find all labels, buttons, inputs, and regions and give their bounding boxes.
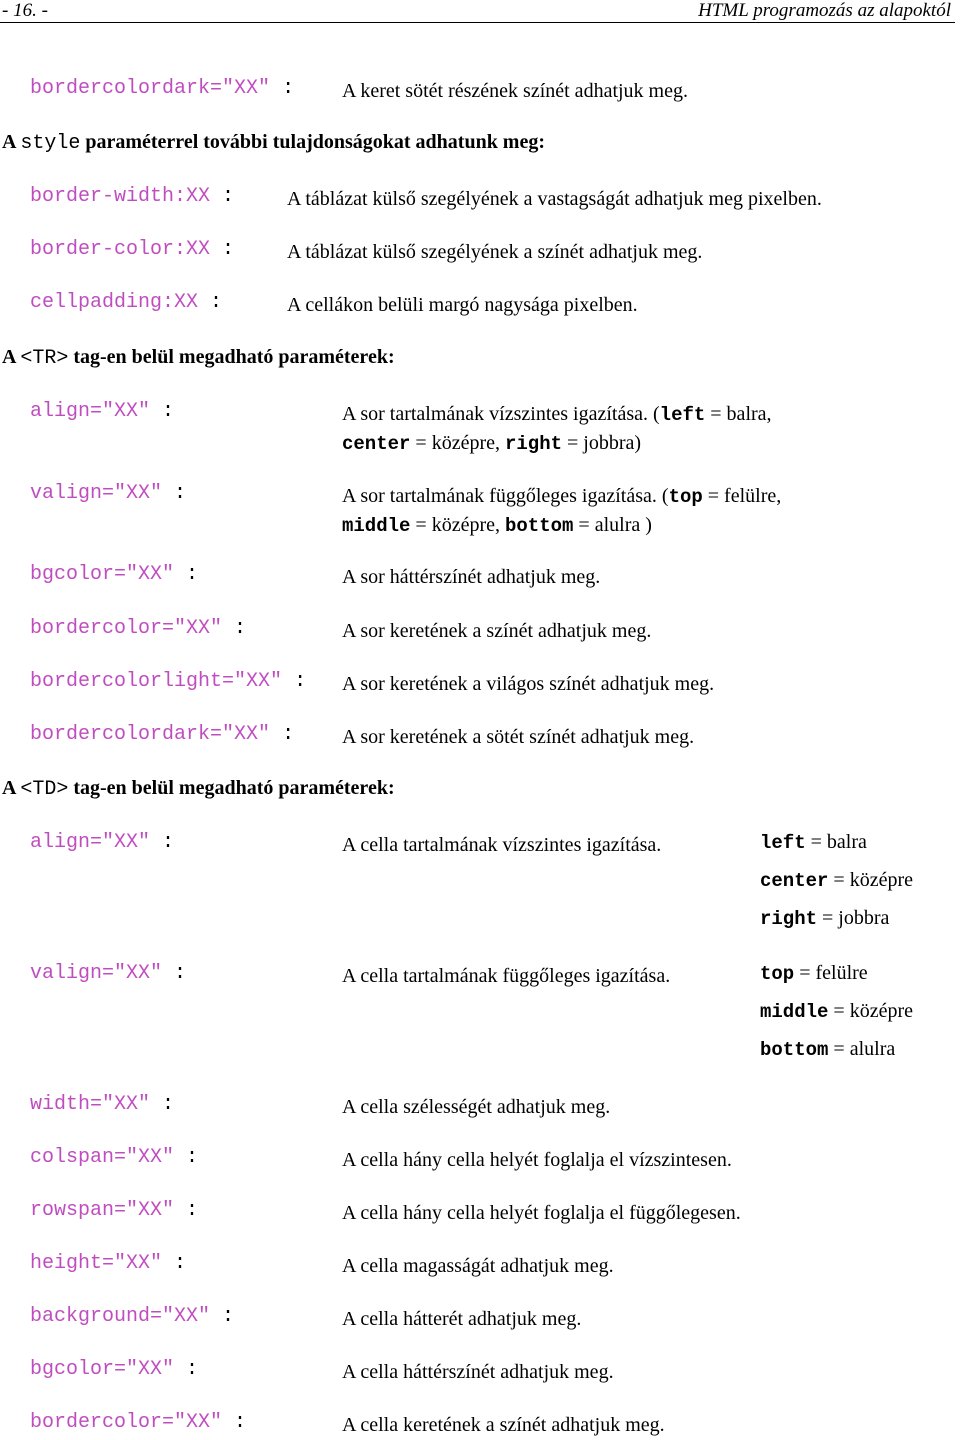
param-key: bordercolorlight="XX" : bbox=[30, 670, 307, 693]
option-value: right = jobbra bbox=[760, 907, 890, 930]
param-desc: A táblázat külső szegélyének a vastagságát adhatjuk meg pixelben. bbox=[287, 188, 822, 210]
option-value: middle = középre bbox=[760, 1000, 913, 1023]
param-key: border-color:XX : bbox=[30, 238, 235, 261]
param-key: bordercolordark="XX" : bbox=[30, 723, 295, 746]
param-key: bordercolor="XX" : bbox=[30, 1411, 247, 1434]
param-key: colspan="XX" : bbox=[30, 1146, 199, 1169]
param-key: border-width:XX : bbox=[30, 185, 235, 208]
page-header bbox=[0, 0, 955, 23]
section-heading-tr: A <TR> tag-en belül megadható paraméterek: bbox=[2, 346, 395, 370]
param-key: bordercolor="XX" : bbox=[30, 617, 247, 640]
param-desc: A cella hány cella helyét foglalja el függőlegesen. bbox=[342, 1202, 741, 1224]
param-desc: A cella magasságát adhatjuk meg. bbox=[342, 1255, 614, 1277]
param-desc: A cella szélességét adhatjuk meg. bbox=[342, 1096, 611, 1118]
param-desc: A cella háttérszínét adhatjuk meg. bbox=[342, 1361, 614, 1383]
param-key: bgcolor="XX" : bbox=[30, 563, 199, 586]
param-key: align="XX" : bbox=[30, 400, 175, 423]
param-key: valign="XX" : bbox=[30, 482, 187, 505]
param-key: cellpadding:XX : bbox=[30, 291, 223, 314]
option-value: left = balra bbox=[760, 831, 867, 854]
option-value: top = felülre bbox=[760, 962, 868, 985]
running-title: HTML programozás az alapoktól bbox=[698, 0, 951, 21]
param-desc: A cella keretének a színét adhatjuk meg. bbox=[342, 1414, 665, 1436]
param-desc: A sor tartalmának függőleges igazítása. (top = felülre, middle = középre, bottom = alulra ) bbox=[342, 485, 782, 537]
param-key: bgcolor="XX" : bbox=[30, 1358, 199, 1381]
param-desc: A sor keretének a színét adhatjuk meg. bbox=[342, 620, 652, 642]
param-desc: A cella tartalmának vízszintes igazítása. bbox=[342, 834, 662, 856]
page-number: - 16. - bbox=[2, 0, 48, 21]
param-desc: A cellákon belüli margó nagysága pixelben. bbox=[287, 294, 638, 316]
param-desc: A cella hány cella helyét foglalja el vízszintesen. bbox=[342, 1149, 732, 1171]
param-desc: A sor háttérszínét adhatjuk meg. bbox=[342, 566, 601, 588]
option-value: center = középre bbox=[760, 869, 913, 892]
section-heading-style: A style paraméterrel további tulajdonságokat adhatunk meg: bbox=[2, 131, 546, 155]
param-desc: A táblázat külső szegélyének a színét adhatjuk meg. bbox=[287, 241, 703, 263]
param-key: rowspan="XX" : bbox=[30, 1199, 199, 1222]
param-desc: A sor keretének a sötét színét adhatjuk meg. bbox=[342, 726, 695, 748]
param-desc: A cella hátterét adhatjuk meg. bbox=[342, 1308, 582, 1330]
param-desc: A cella tartalmának függőleges igazítása. bbox=[342, 965, 671, 987]
param-key: background="XX" : bbox=[30, 1305, 235, 1328]
option-value: bottom = alulra bbox=[760, 1038, 896, 1061]
param-key: bordercolordark="XX" : bbox=[30, 77, 295, 100]
param-desc: A sor tartalmának vízszintes igazítása. (left = balra, center = középre, right = jobbra) bbox=[342, 403, 772, 455]
param-desc: A sor keretének a világos színét adhatjuk meg. bbox=[342, 673, 715, 695]
param-key: align="XX" : bbox=[30, 831, 175, 854]
section-heading-td: A <TD> tag-en belül megadható paraméterek: bbox=[2, 777, 395, 801]
param-key: width="XX" : bbox=[30, 1093, 175, 1116]
param-key: valign="XX" : bbox=[30, 962, 187, 985]
param-desc: A keret sötét részének színét adhatjuk meg. bbox=[342, 80, 688, 102]
param-key: height="XX" : bbox=[30, 1252, 187, 1275]
